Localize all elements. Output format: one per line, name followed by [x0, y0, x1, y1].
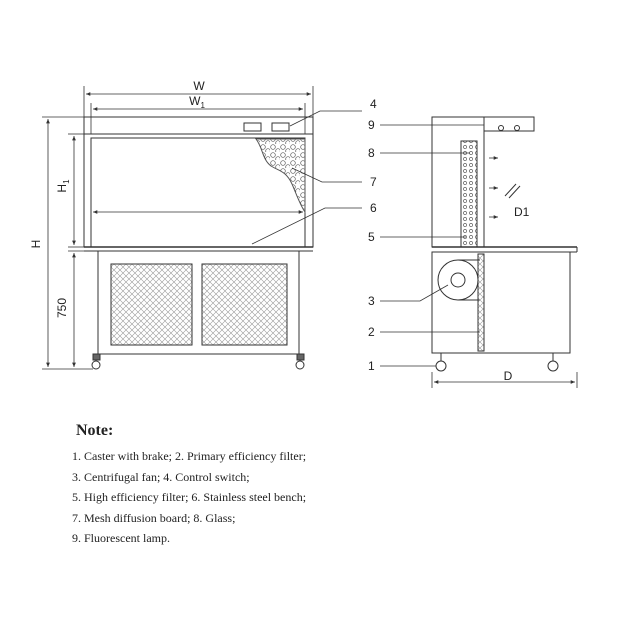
- airflow-arrows: [489, 158, 498, 217]
- fluorescent-lamp-housing: [484, 117, 534, 131]
- callout-2: 2: [368, 325, 375, 339]
- mesh-diffusion-board: [256, 139, 305, 212]
- caster: [93, 354, 100, 360]
- callout-6: 6: [370, 201, 377, 215]
- note-line: 9. Fluorescent lamp.: [72, 531, 170, 545]
- note-line: 7. Mesh diffusion board; 8. Glass;: [72, 510, 236, 525]
- control-switch: [272, 123, 289, 131]
- leg-height-label: 750: [55, 297, 69, 319]
- primary-filter-panel: [111, 264, 192, 345]
- high-efficiency-filter: [461, 141, 477, 247]
- callout-5: 5: [368, 230, 375, 244]
- callout-1: 1: [368, 359, 375, 373]
- note-block: [72, 422, 306, 549]
- width-label: W: [193, 79, 205, 93]
- glass-mark: [509, 186, 520, 198]
- caster-wheel: [436, 361, 446, 371]
- caster: [297, 354, 304, 360]
- note-title: Note:: [76, 422, 114, 439]
- caster-wheel: [92, 361, 100, 369]
- lamp-fixture: [515, 126, 520, 131]
- note-line: 1. Caster with brake; 2. Primary efficiency filter;: [72, 449, 307, 463]
- side-view: [432, 117, 577, 371]
- callout-7: 7: [370, 175, 377, 189]
- caster-wheel: [548, 361, 558, 371]
- primary-filter-panel: [202, 264, 287, 345]
- work-height-label: $H_1$: [55, 179, 71, 193]
- centrifugal-fan: [438, 260, 478, 300]
- inner-width-label: $W_1$: [189, 94, 205, 110]
- callout-8: 8: [368, 146, 375, 160]
- callout-4: 4: [370, 97, 377, 111]
- front-view: [84, 117, 313, 369]
- depth-label: D: [503, 369, 513, 383]
- callout-9: 9: [368, 118, 375, 132]
- height-label: H: [29, 239, 43, 249]
- airflow-depth-label: D1: [514, 205, 530, 219]
- callout-3: 3: [368, 294, 375, 308]
- lamp-fixture: [499, 126, 504, 131]
- side-base-cabinet: [432, 252, 570, 353]
- fan-hub: [451, 273, 465, 287]
- caster-wheel: [296, 361, 304, 369]
- note-line: 5. High efficiency filter; 6. Stainless steel bench;: [72, 490, 307, 504]
- front-leaders: [252, 111, 362, 244]
- control-switch: [244, 123, 261, 131]
- primary-efficiency-filter: [478, 254, 484, 351]
- note-line: 3. Centrifugal fan; 4. Control switch;: [72, 469, 250, 484]
- glass-mark: [505, 184, 516, 196]
